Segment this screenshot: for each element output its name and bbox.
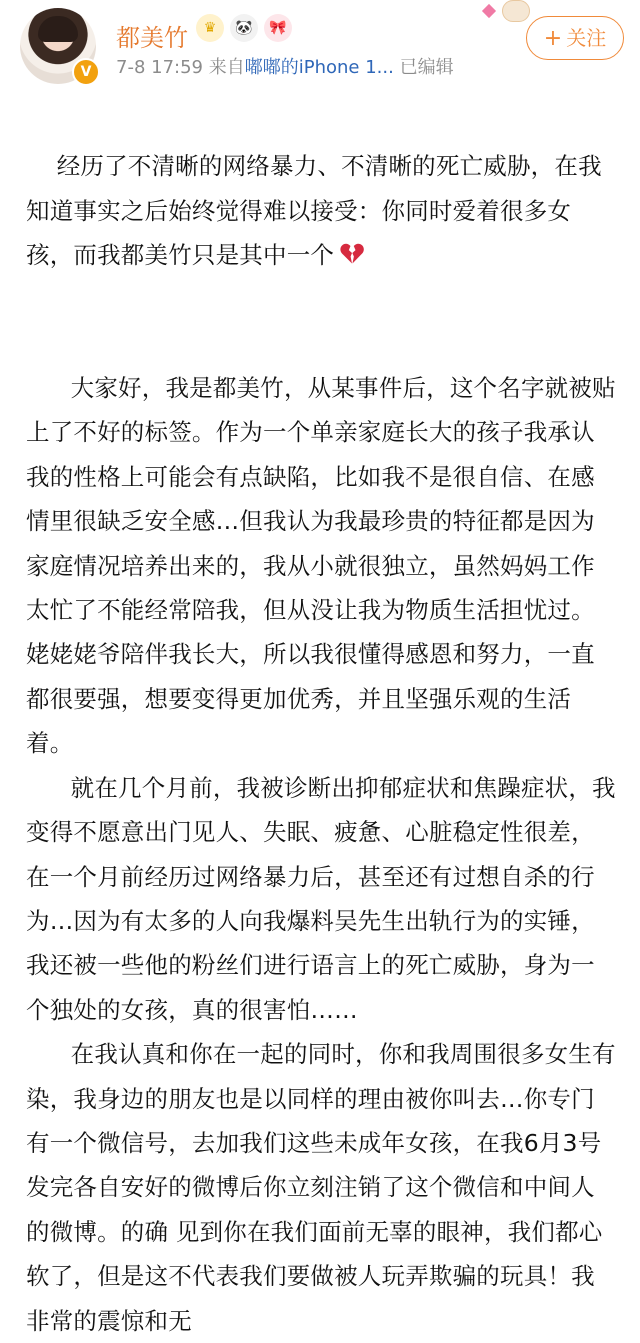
user-badges [196,14,292,42]
bow-icon: 🎀 [264,14,292,42]
follow-label: 关注 [566,26,607,50]
intro-text: 经历了不清晰的网络暴力、不清晰的死亡威胁，在我知道事实之后始终觉得难以接受：你同时爱着很多女孩，而我都美竹只是其中一个 [26,152,602,270]
decoration-stickers [478,0,536,22]
paragraph-2: 就在几个月前，我被诊断出抑郁症状和焦躁症状，我变得不愿意出门见人、失眠、疲惫、心脏稳定性很差，在一个月前经历过网络暴力后，甚至还有过想自杀的行为…因为有太多的人向我爆料吴先生出轨行为的实锤，我还被一些他的粉丝们进行语言上的死亡威胁，身为一个独处的女孩，真的很害怕…… [26,773,616,1024]
panda-icon: 🐼 [230,14,258,42]
post-content [26,100,618,1343]
crown-icon: ♛ [196,14,224,42]
follow-button[interactable] [526,16,624,60]
intro-paragraph [26,100,618,322]
post-time: 7-8 17:59 [116,57,203,78]
username[interactable]: 都美竹 [116,24,188,52]
verified-badge-icon: V [72,58,100,86]
post-header [0,0,640,88]
broken-heart-icon [338,239,366,267]
device-link[interactable]: 嘟嘟的iPhone 1... [244,57,394,78]
source-prefix: 来自 [208,57,245,78]
bear-icon [502,0,530,22]
plus-icon: + [543,26,563,51]
paragraph-1: 大家好，我是都美竹，从某事件后，这个名字就被贴上了不好的标签。作为一个单亲家庭长大的孩子我承认我的性格上可能会有点缺陷，比如我不是很自信、在感情里很缺乏安全感…但我认为我最珍贵的特征都是因为家庭情况培养出来的，我从小就很独立，虽然妈妈工作太忙了不能经常陪我，但从没让我为物质生活担忧过。姥姥姥爷陪伴我长大，所以我很懂得感恩和努力，一直都很要强，想要变得更加优秀，并且坚强乐观的生活着。 [26,374,616,758]
post-meta [116,53,454,79]
star-icon [482,4,496,18]
edited-label: 已编辑 [399,57,454,78]
paragraph-3: 在我认真和你在一起的同时，你和我周围很多女生有染，我身边的朋友也是以同样的理由被你叫去…你专门有一个微信号，去加我们这些未成年女孩，在我6月3号发完各自安好的微博后你立刻注销了这个微信和中间人的微博。的确 见到你在我们面前无辜的眼神，我们都心软了，但是这不代表我们要做被人玩弄欺骗的玩具！我非常的震惊和无 [26,1040,616,1335]
